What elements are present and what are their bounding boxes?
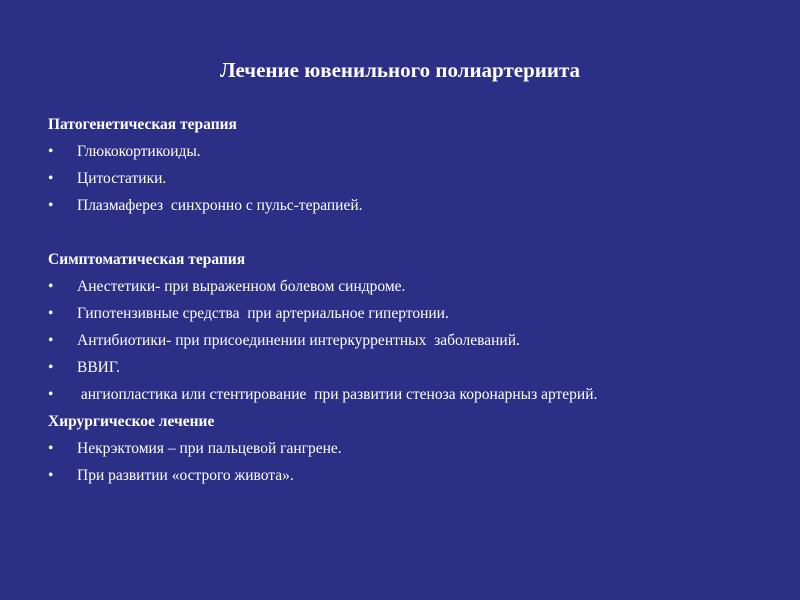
bullet-icon: • <box>48 170 54 187</box>
slide-content <box>48 111 788 489</box>
list-item <box>48 138 788 165</box>
list-item-text: Некрэктомия – при пальцевой гангрене. <box>77 440 342 457</box>
list-item <box>48 354 788 381</box>
section-spacer <box>48 219 788 246</box>
list-item <box>48 462 788 489</box>
bullet-icon: • <box>48 278 54 295</box>
list-item <box>48 300 788 327</box>
section-heading-symptomatic: Симптоматическая терапия <box>48 251 246 268</box>
list-item-text: ВВИГ. <box>77 359 120 376</box>
bullet-list-pathogenetic <box>48 138 788 219</box>
bullet-icon: • <box>48 305 54 322</box>
list-item-text: ангиопластика или стентирование при развитии стеноза коронарныз артерий. <box>77 386 598 403</box>
list-item-text: Антибиотики- при присоединении интеркуррентных заболеваний. <box>77 332 520 349</box>
list-item-text: Цитостатики. <box>77 170 167 187</box>
section-heading-pathogenetic: Патогенетическая терапия <box>48 116 237 133</box>
list-item-text: Плазмаферез синхронно с пульс-терапией. <box>77 197 363 214</box>
bullet-list-surgical <box>48 435 788 489</box>
bullet-icon: • <box>48 440 54 457</box>
section-heading-surgical: Хирургическое лечение <box>48 413 215 430</box>
bullet-icon: • <box>48 197 54 214</box>
list-item-text: Гипотензивные средства при артериальное гипертонии. <box>77 305 449 322</box>
list-item <box>48 381 788 408</box>
list-item <box>48 327 788 354</box>
slide-title: Лечение ювенильного полиартериита <box>219 58 581 82</box>
bullet-icon: • <box>48 467 54 484</box>
list-item <box>48 192 788 219</box>
list-item <box>48 273 788 300</box>
list-item-text: Анестетики- при выраженном болевом синдроме. <box>77 278 406 295</box>
list-item-text: При развитии «острого живота». <box>77 467 294 484</box>
bullet-icon: • <box>48 359 54 376</box>
list-item-text: Глюкокортикоиды. <box>77 143 201 160</box>
list-item <box>48 435 788 462</box>
list-item <box>48 165 788 192</box>
bullet-icon: • <box>48 143 54 160</box>
bullet-icon: • <box>48 386 54 403</box>
bullet-list-symptomatic <box>48 273 788 408</box>
bullet-icon: • <box>48 332 54 349</box>
